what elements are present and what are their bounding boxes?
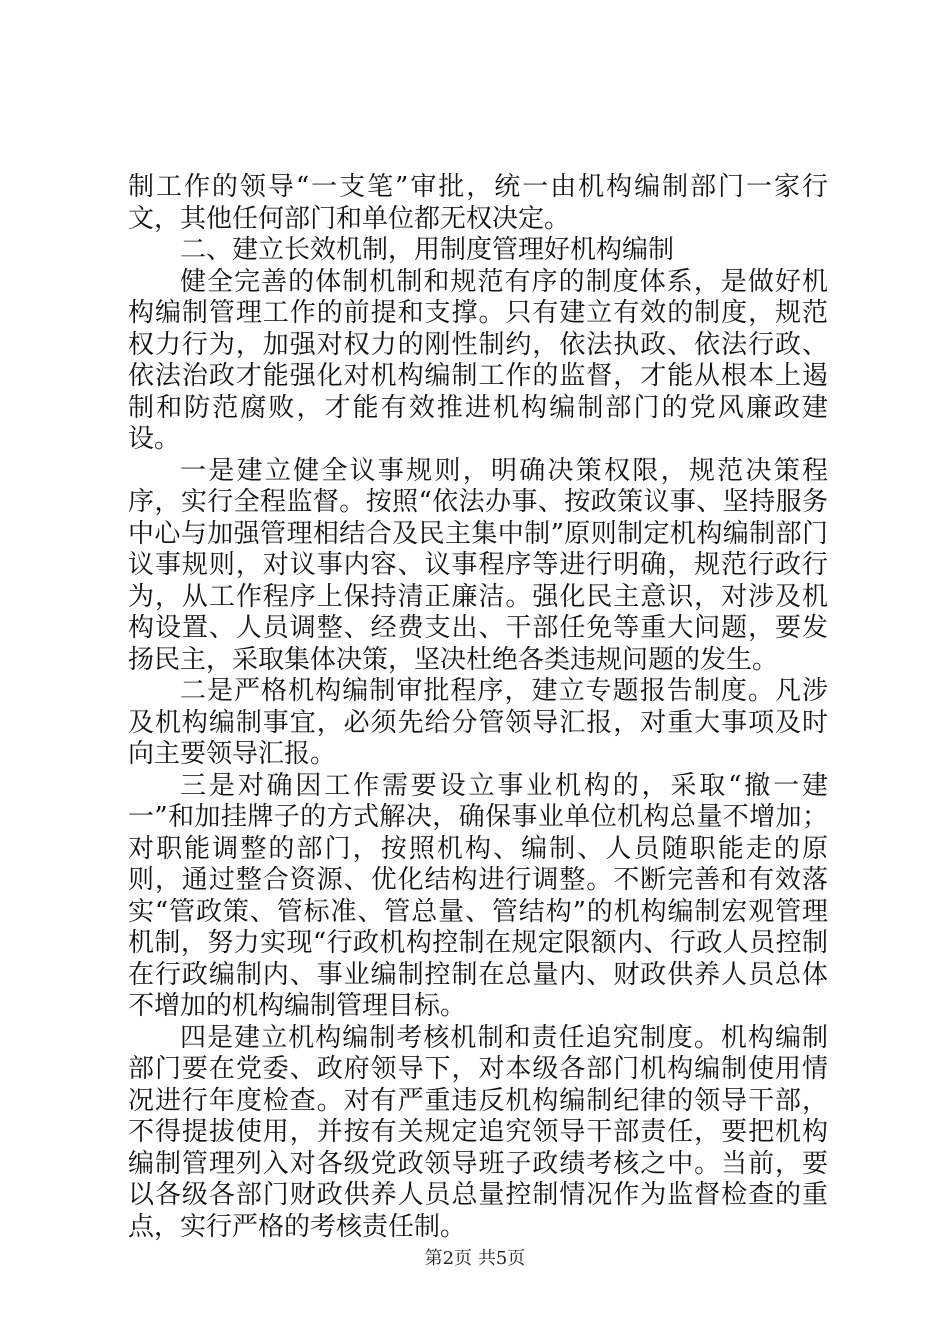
document-body bbox=[128, 172, 828, 1243]
paragraph: 健全完善的体制机制和规范有序的制度体系，是做好机构编制管理工作的前提和支撑。只有建立有效的制度，规范权力行为，加强对权力的刚性制约，依法执政、依法行政、依法治政才能强化对机构编制工作的监督，才能从根本上遏制和防范腐败，才能有效推进机构编制部门的党风廉政建设。 bbox=[128, 266, 828, 454]
page-number-footer: 第2页 共5页 bbox=[424, 1248, 526, 1269]
paragraph: 二是严格机构编制审批程序，建立专题报告制度。凡涉及机构编制事宜，必须先给分管领导汇报，对重大事项及时向主要领导汇报。 bbox=[128, 676, 828, 769]
paragraph: 四是建立机构编制考核机制和责任追究制度。机构编制部门要在党委、政府领导下，对本级各部门机构编制使用情况进行年度检查。对有严重违反机构编制纪律的领导干部，不得提拔使用，并按有关规定追究领导干部责任，要把机构编制管理列入对各级党政领导班子政绩考核之中。当前，要以各级各部门财政供养人员总量控制情况作为监督检查的重点，实行严格的考核责任制。 bbox=[128, 1022, 828, 1242]
paragraph-continuation: 制工作的领导“一支笔”审批，统一由机构编制部门一家行文，其他任何部门和单位都无权决定。 bbox=[128, 172, 828, 234]
paragraph: 一是建立健全议事规则，明确决策权限，规范决策程序，实行全程监督。按照“依法办事、按政策议事、坚持服务中心与加强管理相结合及民主集中制”原则制定机构编制部门议事规则，对议事内容、议事程序等进行明确，规范行政行为，从工作程序上保持清正廉洁。强化民主意识，对涉及机构设置、人员调整、经费支出、干部任免等重大问题，要发扬民主，采取集体决策，坚决杜绝各类违规问题的发生。 bbox=[128, 455, 828, 675]
section-heading: 二、建立长效机制，用制度管理好机构编制 bbox=[180, 235, 675, 265]
paragraph: 三是对确因工作需要设立事业机构的，采取“撤一建一”和加挂牌子的方式解决，确保事业单位机构总量不增加；对职能调整的部门，按照机构、编制、人员随职能走的原则，通过整合资源、优化结构进行调整。不断完善和有效落实“管政策、管标准、管总量、管结构”的机构编制宏观管理机制，努力实现“行政机构控制在规定限额内、行政人员控制在行政编制内、事业编制控制在总量内、财政供养人员总体不增加的机构编制管理目标。 bbox=[128, 770, 828, 1021]
